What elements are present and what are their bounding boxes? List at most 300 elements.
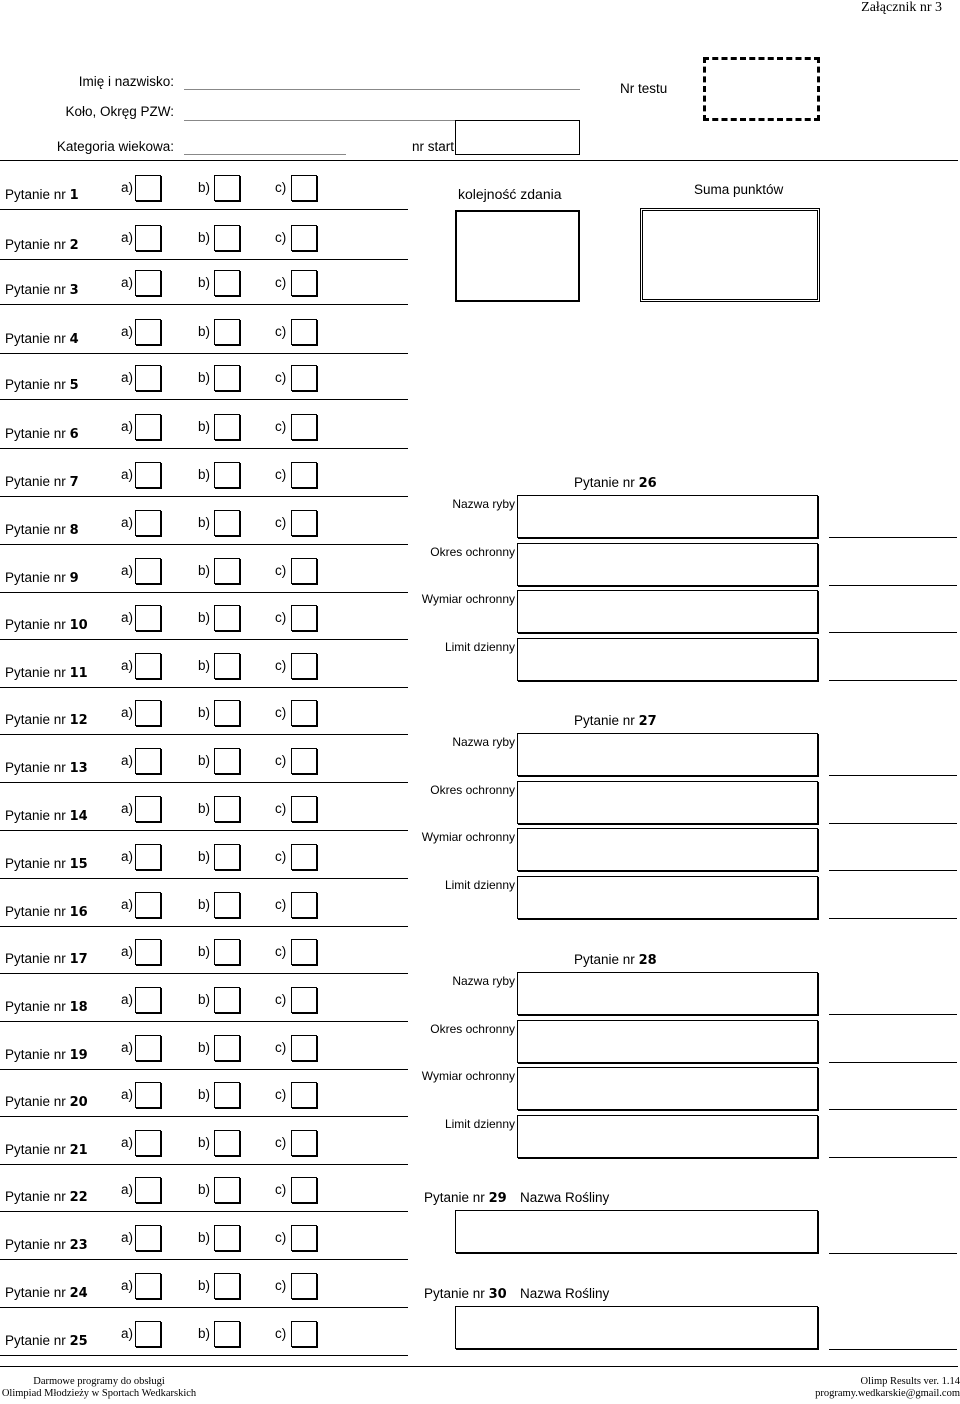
fish-field-score-line (829, 870, 957, 871)
fish-field-label: Nazwa ryby (452, 497, 515, 511)
option-label: a) (121, 1278, 134, 1293)
option-label: c) (275, 563, 287, 578)
question-label (5, 570, 79, 586)
question-underline (0, 448, 408, 449)
option-label: b) (198, 230, 211, 245)
option-label: c) (275, 370, 287, 385)
answer-c-checkbox[interactable] (291, 1273, 317, 1299)
option-label: c) (275, 324, 287, 339)
answer-a-checkbox[interactable] (135, 1177, 161, 1203)
answer-c-checkbox[interactable] (291, 1177, 317, 1203)
answer-b-checkbox[interactable] (214, 1035, 240, 1061)
answer-c-checkbox[interactable] (291, 558, 317, 584)
question-underline (0, 926, 408, 927)
option-label: c) (275, 1087, 287, 1102)
fish-field-label: Nazwa ryby (452, 735, 515, 749)
footer-divider (0, 1366, 958, 1367)
answer-b-checkbox[interactable] (214, 796, 240, 822)
answer-a-checkbox[interactable] (135, 270, 161, 296)
option-label: a) (121, 230, 134, 245)
question-underline (0, 1069, 408, 1070)
fish-field-score-line (829, 632, 957, 633)
test-number-box[interactable] (703, 57, 820, 121)
answer-b-checkbox[interactable] (214, 1225, 240, 1251)
option-label: a) (121, 658, 134, 673)
question-underline (0, 1164, 408, 1165)
option-label: b) (198, 992, 211, 1007)
plant-score-line (829, 1349, 957, 1350)
option-label: c) (275, 1135, 287, 1150)
answer-c-checkbox[interactable] (291, 892, 317, 918)
fish-question-title (574, 952, 657, 968)
question-label-text: Pytanie nr (5, 1142, 66, 1157)
answer-a-checkbox[interactable] (135, 414, 161, 440)
question-number: 21 (69, 1143, 88, 1158)
answer-b-checkbox[interactable] (214, 1273, 240, 1299)
answer-b-checkbox[interactable] (214, 605, 240, 631)
option-label: c) (275, 419, 287, 434)
fish-field-box[interactable] (517, 1020, 818, 1063)
option-label: a) (121, 753, 134, 768)
answer-c-checkbox[interactable] (291, 270, 317, 296)
option-label: a) (121, 1040, 134, 1055)
question-label (5, 474, 79, 490)
option-label: b) (198, 1326, 211, 1341)
question-label (5, 1237, 88, 1253)
option-label: a) (121, 515, 134, 530)
question-label-text: Pytanie nr (574, 475, 635, 490)
question-label (5, 237, 79, 253)
question-underline (0, 304, 408, 305)
question-label-text: Pytanie nr (5, 237, 66, 252)
fish-field-score-line (829, 1109, 957, 1110)
fish-field-box[interactable] (517, 733, 818, 776)
question-underline (0, 1211, 408, 1212)
option-label: c) (275, 467, 287, 482)
answer-b-checkbox[interactable] (214, 987, 240, 1013)
fish-field-score-line (829, 1062, 957, 1063)
footer-right-line1: Olimp Results ver. 1.14 (860, 1376, 960, 1387)
start-number-label: nr start (412, 139, 455, 154)
question-number: 27 (638, 714, 657, 729)
answer-c-checkbox[interactable] (291, 414, 317, 440)
option-label: c) (275, 705, 287, 720)
fish-field-score-line (829, 918, 957, 919)
question-number: 14 (69, 809, 88, 824)
question-label (5, 522, 79, 538)
option-label: a) (121, 419, 134, 434)
answer-c-checkbox[interactable] (291, 844, 317, 870)
option-label: b) (198, 658, 211, 673)
club-label: Koło, Okręg PZW: (65, 104, 174, 119)
fish-field-label: Limit dzienny (444, 1117, 515, 1131)
fish-field-score-line (829, 823, 957, 824)
answer-b-checkbox[interactable] (214, 414, 240, 440)
question-label (5, 856, 88, 872)
answer-c-checkbox[interactable] (291, 605, 317, 631)
question-underline (0, 878, 408, 879)
answer-a-checkbox[interactable] (135, 1130, 161, 1156)
question-number: 4 (69, 332, 79, 347)
answer-a-checkbox[interactable] (135, 987, 161, 1013)
fish-field-label: Limit dzienny (444, 878, 515, 892)
answer-c-checkbox[interactable] (291, 700, 317, 726)
answer-b-checkbox[interactable] (214, 844, 240, 870)
start-number-box[interactable] (455, 120, 580, 155)
question-number: 18 (69, 1000, 88, 1015)
fish-field-label: Limit dzienny (444, 640, 515, 654)
question-underline (0, 1116, 408, 1117)
question-number: 12 (69, 713, 88, 728)
fish-field-score-line (829, 1157, 957, 1158)
option-label: c) (275, 1040, 287, 1055)
question-underline (0, 496, 408, 497)
option-label: b) (198, 849, 211, 864)
question-label (5, 426, 79, 442)
question-label-text: Pytanie nr (5, 856, 66, 871)
option-label: a) (121, 801, 134, 816)
question-number: 28 (638, 953, 657, 968)
question-underline (0, 1259, 408, 1260)
question-label (5, 617, 88, 633)
question-number: 2 (69, 238, 79, 253)
option-label: c) (275, 1278, 287, 1293)
option-label: a) (121, 1135, 134, 1150)
question-number: 20 (69, 1095, 88, 1110)
option-label: b) (198, 180, 211, 195)
answer-b-checkbox[interactable] (214, 748, 240, 774)
answer-a-checkbox[interactable] (135, 939, 161, 965)
question-number: 15 (69, 857, 88, 872)
answer-b-checkbox[interactable] (214, 892, 240, 918)
answer-a-checkbox[interactable] (135, 462, 161, 488)
option-label: b) (198, 563, 211, 578)
answer-b-checkbox[interactable] (214, 462, 240, 488)
answer-c-checkbox[interactable] (291, 175, 317, 201)
question-number: 24 (69, 1286, 88, 1301)
fish-question-title (574, 713, 657, 729)
question-underline (0, 544, 408, 545)
question-label (5, 1047, 88, 1063)
question-label-text: Pytanie nr (5, 187, 66, 202)
question-label (5, 331, 79, 347)
fish-field-box[interactable] (517, 876, 818, 919)
question-number: 17 (69, 952, 88, 967)
fish-field-label: Okres ochronny (430, 783, 515, 797)
fish-field-label: Wymiar ochronny (421, 1069, 515, 1083)
question-label (5, 904, 88, 920)
answer-b-checkbox[interactable] (214, 270, 240, 296)
answer-c-checkbox[interactable] (291, 987, 317, 1013)
fish-field-box[interactable] (517, 590, 818, 633)
question-label-text: Pytanie nr (5, 617, 66, 632)
answer-c-checkbox[interactable] (291, 1130, 317, 1156)
answer-c-checkbox[interactable] (291, 1321, 317, 1347)
answer-c-checkbox[interactable] (291, 319, 317, 345)
answer-c-checkbox[interactable] (291, 365, 317, 391)
order-label: kolejność zdania (458, 186, 562, 202)
answer-a-checkbox[interactable] (135, 319, 161, 345)
option-label: b) (198, 1135, 211, 1150)
question-number: 30 (488, 1287, 507, 1302)
question-label-text: Pytanie nr (574, 952, 635, 967)
fish-field-score-line (829, 1014, 957, 1015)
question-number: 3 (69, 283, 79, 298)
option-label: a) (121, 275, 134, 290)
question-label (5, 282, 79, 298)
question-number: 16 (69, 905, 88, 920)
plant-question-title (424, 1190, 507, 1206)
answer-b-checkbox[interactable] (214, 1130, 240, 1156)
answer-a-checkbox[interactable] (135, 892, 161, 918)
answer-a-checkbox[interactable] (135, 1273, 161, 1299)
answer-b-checkbox[interactable] (214, 175, 240, 201)
question-label (5, 665, 88, 681)
answer-a-checkbox[interactable] (135, 1321, 161, 1347)
question-label (5, 1189, 88, 1205)
question-number: 8 (69, 523, 79, 538)
option-label: a) (121, 705, 134, 720)
answer-a-checkbox[interactable] (135, 175, 161, 201)
question-underline (0, 639, 408, 640)
fish-field-score-line (829, 775, 957, 776)
question-label-text: Pytanie nr (5, 808, 66, 823)
option-label: c) (275, 1182, 287, 1197)
plant-name-box[interactable] (455, 1210, 818, 1253)
option-label: b) (198, 944, 211, 959)
question-label (5, 760, 88, 776)
option-label: b) (198, 705, 211, 720)
answer-c-checkbox[interactable] (291, 1225, 317, 1251)
option-label: b) (198, 370, 211, 385)
option-label: c) (275, 1326, 287, 1341)
question-number: 7 (69, 475, 79, 490)
plant-name-label: Nazwa Rośliny (520, 1190, 610, 1205)
option-label: c) (275, 992, 287, 1007)
fish-question-title (574, 475, 657, 491)
option-label: c) (275, 658, 287, 673)
plant-name-box[interactable] (455, 1306, 818, 1349)
fish-field-label: Nazwa ryby (452, 974, 515, 988)
option-label: c) (275, 180, 287, 195)
option-label: c) (275, 515, 287, 530)
question-underline (0, 353, 408, 354)
option-label: b) (198, 753, 211, 768)
question-label (5, 377, 79, 393)
answer-a-checkbox[interactable] (135, 1035, 161, 1061)
answer-c-checkbox[interactable] (291, 1082, 317, 1108)
fish-field-box[interactable] (517, 543, 818, 586)
option-label: c) (275, 230, 287, 245)
option-label: a) (121, 1326, 134, 1341)
question-underline (0, 830, 408, 831)
question-underline (0, 259, 408, 260)
question-label-text: Pytanie nr (5, 1237, 66, 1252)
answer-c-checkbox[interactable] (291, 510, 317, 536)
answer-a-checkbox[interactable] (135, 365, 161, 391)
question-label (5, 951, 88, 967)
option-label: b) (198, 419, 211, 434)
question-label-text: Pytanie nr (5, 426, 66, 441)
question-label-text: Pytanie nr (5, 377, 66, 392)
option-label: b) (198, 801, 211, 816)
answer-a-checkbox[interactable] (135, 796, 161, 822)
question-label-text: Pytanie nr (574, 713, 635, 728)
question-label-text: Pytanie nr (5, 760, 66, 775)
fish-field-box[interactable] (517, 781, 818, 824)
option-label: b) (198, 897, 211, 912)
answer-c-checkbox[interactable] (291, 225, 317, 251)
option-label: c) (275, 897, 287, 912)
answer-a-checkbox[interactable] (135, 748, 161, 774)
question-label-text: Pytanie nr (5, 712, 66, 727)
answer-c-checkbox[interactable] (291, 796, 317, 822)
answer-b-checkbox[interactable] (214, 939, 240, 965)
question-label-text: Pytanie nr (5, 474, 66, 489)
answer-b-checkbox[interactable] (214, 558, 240, 584)
fish-field-box[interactable] (517, 638, 818, 681)
option-label: c) (275, 275, 287, 290)
plant-name-label: Nazwa Rośliny (520, 1286, 610, 1301)
question-underline (0, 973, 408, 974)
question-label-text: Pytanie nr (424, 1286, 485, 1301)
option-label: c) (275, 944, 287, 959)
footer-right (815, 1376, 960, 1400)
points-label: Suma punktów (694, 182, 784, 197)
fish-field-label: Okres ochronny (430, 545, 515, 559)
option-label: b) (198, 515, 211, 530)
fish-field-box[interactable] (517, 1115, 818, 1158)
answer-b-checkbox[interactable] (214, 1177, 240, 1203)
option-label: b) (198, 1040, 211, 1055)
question-label-text: Pytanie nr (5, 1047, 66, 1062)
header-divider (0, 160, 958, 161)
question-underline (0, 734, 408, 735)
option-label: b) (198, 1087, 211, 1102)
option-label: a) (121, 180, 134, 195)
answer-c-checkbox[interactable] (291, 653, 317, 679)
order-box[interactable] (455, 210, 580, 302)
answer-b-checkbox[interactable] (214, 653, 240, 679)
question-label (5, 1333, 88, 1349)
answer-c-checkbox[interactable] (291, 748, 317, 774)
answer-b-checkbox[interactable] (214, 225, 240, 251)
answer-a-checkbox[interactable] (135, 558, 161, 584)
question-number: 5 (69, 378, 79, 393)
option-label: a) (121, 324, 134, 339)
points-box[interactable] (640, 208, 820, 302)
fish-field-box[interactable] (517, 828, 818, 871)
answer-b-checkbox[interactable] (214, 1082, 240, 1108)
question-number: 10 (69, 618, 88, 633)
answer-c-checkbox[interactable] (291, 462, 317, 488)
question-number: 23 (69, 1238, 88, 1253)
answer-a-checkbox[interactable] (135, 225, 161, 251)
fish-field-score-line (829, 585, 957, 586)
question-label (5, 712, 88, 728)
option-label: b) (198, 1182, 211, 1197)
answer-b-checkbox[interactable] (214, 700, 240, 726)
question-number: 9 (69, 571, 79, 586)
option-label: a) (121, 1182, 134, 1197)
option-label: c) (275, 1230, 287, 1245)
answer-a-checkbox[interactable] (135, 1225, 161, 1251)
answer-b-checkbox[interactable] (214, 365, 240, 391)
question-underline (0, 209, 408, 210)
question-label-text: Pytanie nr (5, 1333, 66, 1348)
question-number: 29 (488, 1191, 507, 1206)
option-label: c) (275, 849, 287, 864)
answer-a-checkbox[interactable] (135, 700, 161, 726)
answer-a-checkbox[interactable] (135, 653, 161, 679)
question-label (5, 999, 88, 1015)
question-underline (0, 1307, 408, 1308)
footer-right-line2: programy.wedkarskie@gmail.com (815, 1388, 960, 1399)
question-number: 26 (638, 476, 657, 491)
question-number: 11 (69, 666, 88, 681)
question-number: 1 (69, 188, 79, 203)
fish-field-score-line (829, 537, 957, 538)
question-label (5, 1094, 88, 1110)
category-field[interactable] (184, 154, 346, 155)
answer-c-checkbox[interactable] (291, 1035, 317, 1061)
question-label-text: Pytanie nr (424, 1190, 485, 1205)
option-label: a) (121, 992, 134, 1007)
fish-field-box[interactable] (517, 972, 818, 1015)
option-label: a) (121, 897, 134, 912)
category-label: Kategoria wiekowa: (56, 139, 174, 154)
plant-score-line (829, 1253, 957, 1254)
test-number-label: Nr testu (620, 81, 668, 96)
question-label-text: Pytanie nr (5, 904, 66, 919)
option-label: a) (121, 467, 134, 482)
answer-a-checkbox[interactable] (135, 605, 161, 631)
fish-field-box[interactable] (517, 495, 818, 538)
footer-left (0, 1376, 198, 1400)
answer-b-checkbox[interactable] (214, 1321, 240, 1347)
question-underline (0, 1021, 408, 1022)
option-label: a) (121, 563, 134, 578)
option-label: a) (121, 1087, 134, 1102)
question-number: 19 (69, 1048, 88, 1063)
question-underline (0, 687, 408, 688)
option-label: a) (121, 849, 134, 864)
option-label: a) (121, 1230, 134, 1245)
question-label-text: Pytanie nr (5, 570, 66, 585)
fish-field-box[interactable] (517, 1067, 818, 1110)
option-label: c) (275, 610, 287, 625)
question-label (5, 1142, 88, 1158)
answer-a-checkbox[interactable] (135, 844, 161, 870)
option-label: b) (198, 467, 211, 482)
answer-b-checkbox[interactable] (214, 319, 240, 345)
question-number: 22 (69, 1190, 88, 1205)
answer-c-checkbox[interactable] (291, 939, 317, 965)
option-label: a) (121, 370, 134, 385)
question-underline (0, 1355, 408, 1356)
question-label-text: Pytanie nr (5, 1285, 66, 1300)
answer-a-checkbox[interactable] (135, 1082, 161, 1108)
option-label: b) (198, 1230, 211, 1245)
footer-left-line2: Olimpiad Młodzieży w Sportach Wedkarskich (1, 1388, 197, 1399)
question-label-text: Pytanie nr (5, 522, 66, 537)
question-label-text: Pytanie nr (5, 1094, 66, 1109)
answer-a-checkbox[interactable] (135, 510, 161, 536)
answer-b-checkbox[interactable] (214, 510, 240, 536)
fish-field-score-line (829, 680, 957, 681)
question-label-text: Pytanie nr (5, 999, 66, 1014)
name-field[interactable] (184, 89, 580, 90)
